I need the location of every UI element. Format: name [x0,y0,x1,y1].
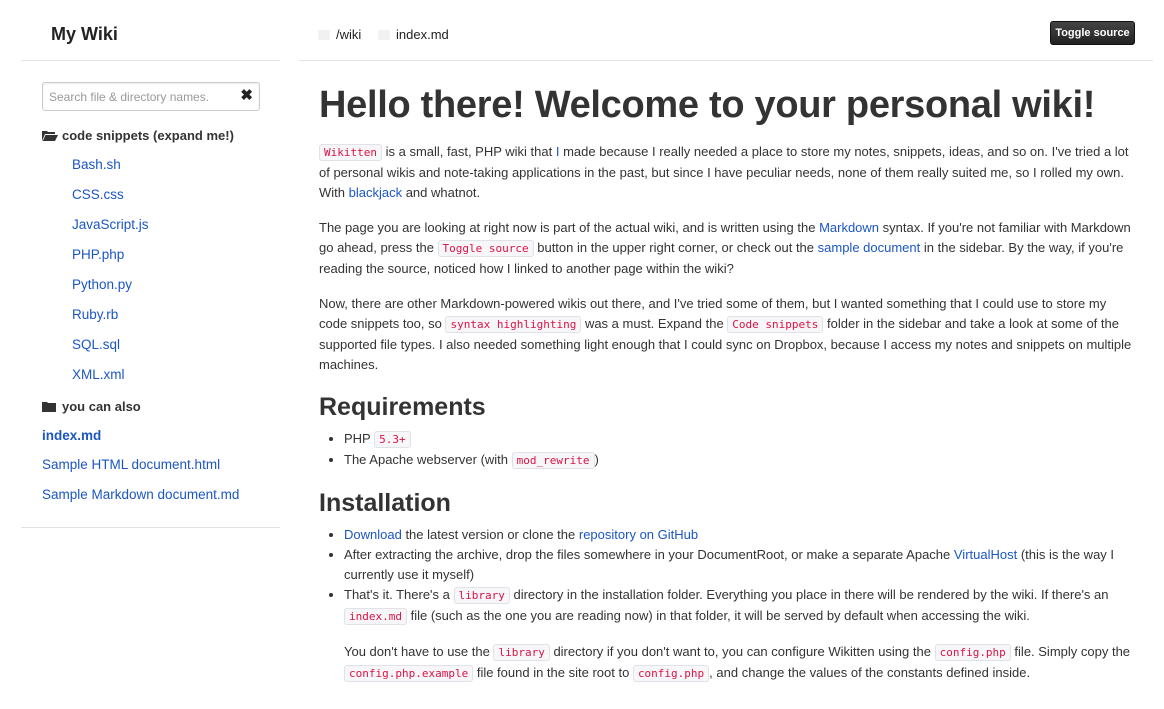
inline-code: mod_rewrite [512,452,595,469]
inline-code: Toggle source [438,240,534,257]
link-sample-document[interactable]: sample document [817,240,921,255]
link-blackjack[interactable]: blackjack [348,185,403,200]
sidebar-divider [21,60,280,61]
file-link-index[interactable]: index.md [42,428,102,443]
list-item: • PHP 5.3+ [344,429,1134,450]
folder-label: code snippets (expand me!) [62,128,234,143]
intro-paragraph: Wikitten is a small, fast, PHP wiki that I made because I really needed a place to store my notes, snippets, ideas, and so on. I've tried a lot of personal wikis and note-taking applications in the past, but since I have peculiar needs, none of them really suited me, so I rolled my own. With blackjack and whatnot. [319,144,1129,200]
file-link-ruby[interactable]: Ruby.rb [72,307,119,322]
sidebar [21,0,280,528]
breadcrumb-file-label: index.md [396,27,449,42]
link-github-repository[interactable]: repository on GitHub [578,527,699,542]
breadcrumb-directory-label: /wiki [336,27,362,42]
page-content [319,76,1134,699]
clear-search-icon[interactable]: ✖ [240,87,253,104]
file-link-php[interactable]: PHP.php [72,247,125,262]
folder-icon [318,30,330,40]
search-box [42,82,260,111]
file-link-bash[interactable]: Bash.sh [72,157,121,172]
markdown-paragraph: The page you are looking at right now is part of the actual wiki, and is written using the Markdown syntax. If you're not familiar with Markdown go ahead, press the Toggle source button in the upper right corner, or check out the sample document in the sidebar. By the way, if you're reading the source, noticed how I linked to another page within the wiki? [319,220,1131,276]
config-paragraph: You don't have to use the library directory if you don't want to, you can configure Wikitten using the config.php file. Simply copy the config.php.example file found in the site root to config.php , and change the values of the constants defined inside. [344,644,1131,680]
inline-code: config.php.example [344,665,473,682]
file-link-css[interactable]: CSS.css [72,187,124,202]
inline-code: syntax highlighting [445,316,581,333]
list-item: • After extracting the archive, drop the files somewhere in your DocumentRoot, or make a separate Apache VirtualHost (this is the way I currently use it myself) [344,545,1134,585]
inline-code: library [454,587,510,604]
inline-code: Wikitten [319,144,382,161]
file-link-sample-markdown[interactable]: Sample Markdown document.md [42,487,240,502]
inline-code: config.php [633,665,709,682]
inline-code: index.md [344,608,407,625]
inline-code: library [493,644,549,661]
page-title: Hello there! Welcome to your personal wiki! [319,84,1096,126]
installation-list [319,525,1134,684]
breadcrumb-directory[interactable] [318,27,361,42]
link-virtualhost[interactable]: VirtualHost [953,547,1018,562]
inline-code: config.php [935,644,1011,661]
list-item: • The Apache webserver (with mod_rewrite ) [344,450,1134,471]
folder-closed-icon [42,401,58,412]
inline-code: Code snippets [727,316,823,333]
file-link-javascript[interactable]: JavaScript.js [72,217,149,232]
breadcrumb-file [378,27,449,42]
file-link-xml[interactable]: XML.xml [72,367,125,382]
file-link-sample-html[interactable]: Sample HTML document.html [42,457,221,472]
folder-you-can-also[interactable] [42,399,141,414]
top-header [299,0,1153,61]
installation-heading: Installation [319,489,451,517]
file-link-sql[interactable]: SQL.sql [72,337,121,352]
inline-code: 5.3+ [374,431,411,448]
requirements-list [319,429,1134,471]
list-item: • Download the latest version or clone the repository on GitHub [344,525,1134,545]
file-link-python[interactable]: Python.py [72,277,133,292]
site-brand[interactable]: My Wiki [51,24,118,44]
folder-code-snippets[interactable] [42,128,234,143]
folder-open-icon [42,130,58,141]
library-paragraph: • That's it. There's a library directory in the installation folder. Everything you place in there will be rendered by the wiki. If there's an index.md file (such as the one you are reading now) in that folder, it will be served by default when accessing the wiki. [344,587,1109,623]
toggle-source-button[interactable]: Toggle source [1050,21,1135,45]
snippets-paragraph: Now, there are other Markdown-powered wikis out there, and I've tried some of them, but I wanted something that I could use to store my code snippets too, so syntax highlighting was a must. Expand the Code snippets folder in the sidebar and take a look at some of the supported file types. I also needed something light enough that I could sync on Dropbox, because I access my notes and snippets on multiple machines. [319,296,1132,372]
list-item [344,585,1134,684]
link-markdown[interactable]: Markdown [819,220,880,235]
link-i[interactable]: I [555,144,560,159]
folder-label: you can also [62,399,141,414]
search-input[interactable] [49,88,229,105]
link-download[interactable]: Download [344,527,402,542]
file-icon [378,30,390,40]
requirements-heading: Requirements [319,393,486,421]
